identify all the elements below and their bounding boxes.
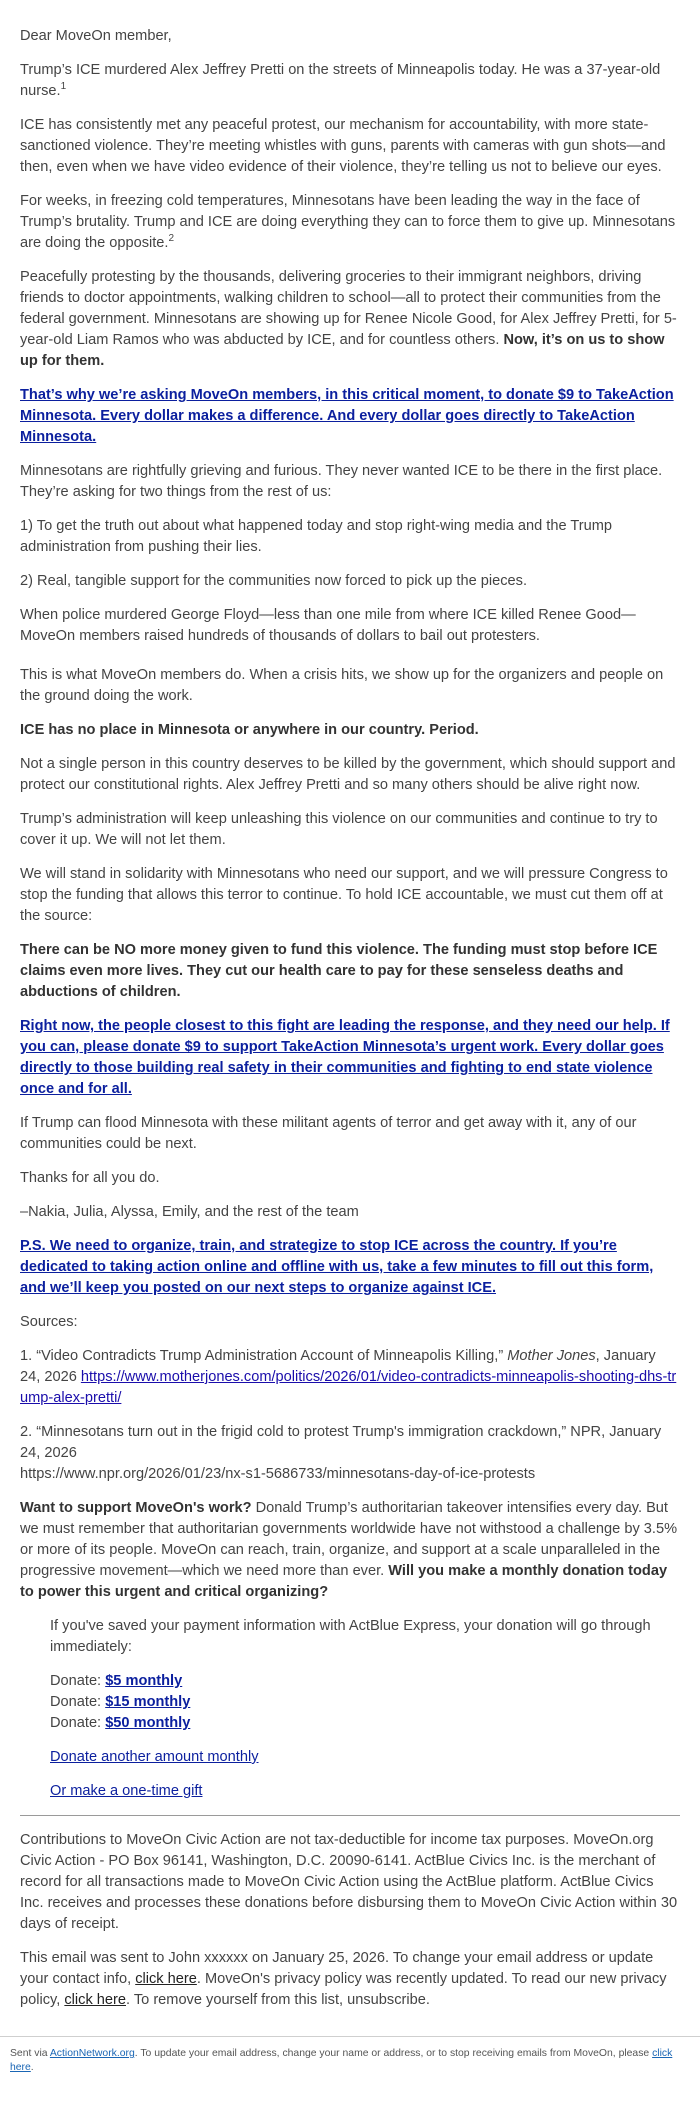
bold-callout: Now, it’s on us to show up for them. <box>20 332 665 369</box>
source-2: 2. “Minnesotans turn out in the frigid cold to protest Trump's immigration crackdown,” NPR, January 24, 2026 https://www.npr.org/2026/01/23/nx-s1-5686733/minnesotans-day-of-ice-protests <box>20 1424 662 1482</box>
donate-5-monthly[interactable]: $5 monthly <box>105 1673 183 1689</box>
paragraph-11: Not a single person in this country deserves to be killed by the government, which should support and protect our constitutional rights. Alex Jeffrey Pretti and so many others should be alive right now. <box>20 756 676 793</box>
donate-row: Donate: $50 monthly <box>50 1715 191 1731</box>
donate-other-amount-link[interactable]: Donate another amount monthly <box>50 1749 259 1765</box>
paragraph-13: We will stand in solidarity with Minnesotans who need our support, and we will pressure Congress to stop the funding that allows this terror to continue. To hold ICE accountable, we must cut them off at the source: <box>20 866 668 924</box>
paragraph-3: For weeks, in freezing cold temperatures, Minnesotans have been leading the way in the face of Trump’s brutality. Trump and ICE are doing everything they can to force them to give up. Minnesotans are doing the opposite.$^2$ <box>20 193 676 251</box>
privacy-policy-link[interactable]: click here <box>64 1992 126 2008</box>
ps-form-link[interactable]: P.S. We need to organize, train, and strategize to stop ICE across the country. If you’re dedicated to taking action online and offline with us, take a few minutes to fill out this form, and we’ll keep you posted on our next steps to organize against ICE. <box>20 1238 654 1296</box>
bold-statement: ICE has no place in Minnesota or anywhere in our country. Period. <box>20 722 479 738</box>
greeting: Dear MoveOn member, <box>20 28 172 44</box>
divider <box>20 1815 680 1816</box>
paragraph-12: Trump’s administration will keep unleashing this violence on our communities and continue to try to cover it up. We will not let them. <box>20 811 658 848</box>
express-note: If you've saved your payment information with ActBlue Express, your donation will go through immediately: <box>50 1618 651 1655</box>
footer: Sent via ActionNetwork.org. To update your email address, change your name or address, or to stop receiving emails from MoveOn, please click here. <box>0 2036 700 2075</box>
source-1-link[interactable]: https://www.motherjones.com/politics/2026/01/video-contradicts-minneapolis-shooting-dhs-trump-alex-pretti/ <box>20 1369 677 1406</box>
paragraph-4: Peacefully protesting by the thousands, delivering groceries to their immigrant neighbors, driving friends to doctor appointments, walking children to school—all to protect their communities from the federal government. Minnesotans are showing up for Renee Nicole Good, for Alex Jeffrey Pretti, for 5-year-old Liam Ramos who was abducted by ICE, and for countless others. Now, it’s on us to show up for them. <box>20 269 677 369</box>
recipient-notice: This email was sent to John xxxxxx on January 25, 2026. To change your email address or update your contact info, click here. MoveOn's privacy policy was recently updated. To read our new privacy policy, click here. To remove yourself from this list, unsubscribe. <box>20 1950 667 2008</box>
donation-options <box>50 1616 680 1802</box>
donate-50-monthly[interactable]: $50 monthly <box>105 1715 191 1731</box>
donate-link-2[interactable]: Right now, the people closest to this fight are leading the response, and they need our help. If you can, please donate $9 to support TakeAction Minnesota’s urgent work. Every dollar goes directly to those building real safety in their communities and fighting to end state violence once and for all. <box>20 1018 670 1097</box>
paragraph-2: ICE has consistently met any peaceful protest, our mechanism for accountability, with more state-sanctioned violence. They’re meeting whistles with guns, parents with cameras with gun shots—and then, even when we have video evidence of their violence, they’re telling us not to believe our eyes. <box>20 117 666 175</box>
one-time-gift-link[interactable]: Or make a one-time gift <box>50 1783 203 1799</box>
source-2-url: https://www.npr.org/2026/01/23/nx-s1-5686733/minnesotans-day-of-ice-protests <box>20 1466 536 1482</box>
update-contact-link[interactable]: click here <box>135 1971 197 1987</box>
donate-row: Donate: $15 monthly <box>50 1694 191 1710</box>
paragraph-1: Trump’s ICE murdered Alex Jeffrey Pretti on the streets of Minneapolis today. He was a 37-year-old nurse.$^1$ <box>20 62 661 99</box>
paragraph-8: When police murdered George Floyd—less than one mile from where ICE killed Renee Good—MoveOn members raised hundreds of thousands of dollars to bail out protesters. <box>20 607 636 644</box>
paragraph-7: 2) Real, tangible support for the communities now forced to pick up the pieces. <box>20 573 527 589</box>
donate-link-1[interactable]: That’s why we’re asking MoveOn members, in this critical moment, to donate $9 to TakeAction Minnesota. Every dollar makes a difference. And every dollar goes directly to TakeAction Minnesota. <box>20 387 674 445</box>
sources-label: Sources: <box>20 1314 78 1330</box>
source-1: 1. “Video Contradicts Trump Administration Account of Minneapolis Killing,” Mother Jones, January 24, 2026 https://www.motherjones.com/politics/2026/01/video-contradicts-minneapolis-shooting-dhs-trump-alex-pretti/ <box>20 1348 677 1406</box>
footnote-ref-2: 2 <box>168 233 175 245</box>
footnote-ref-1: 1 <box>60 81 67 93</box>
signoff: –Nakia, Julia, Alyssa, Emily, and the rest of the team <box>20 1204 359 1220</box>
bold-funding-statement: There can be NO more money given to fund this violence. The funding must stop before ICE claims even more lives. They cut our health care to pay for these senseless deaths and abductions of children. <box>20 942 658 1000</box>
donate-row: Donate: $5 monthly <box>50 1673 183 1689</box>
paragraph-5: Minnesotans are rightfully grieving and furious. They never wanted ICE to be there in the first place. They’re asking for two things from the rest of us: <box>20 463 663 500</box>
legal-disclaimer: Contributions to MoveOn Civic Action are not tax-deductible for income tax purposes. MoveOn.org Civic Action - PO Box 96141, Washington, D.C. 20090-6141. ActBlue Civics Inc. is the merchant of record for all transactions made to MoveOn Civic Action using the ActBlue platform. ActBlue Civics Inc. receives and processes these donations before disbursing them to MoveOn Civic Action within 30 days of receipt. <box>20 1832 678 1932</box>
paragraph-15: If Trump can flood Minnesota with these militant agents of terror and get away with it, any of our communities could be next. <box>20 1115 637 1152</box>
email-body <box>20 26 680 2024</box>
paragraph-16: Thanks for all you do. <box>20 1170 160 1186</box>
action-network-link[interactable]: ActionNetwork.org <box>49 2048 135 2059</box>
support-paragraph: Want to support MoveOn's work? Donald Trump’s authoritarian takeover intensifies every day. But we must remember that authoritarian governments worldwide have not withstood a challenge by 3.5% or more of its people. MoveOn can reach, train, organize, and support at a scale unparalleled in the progressive movement—which we need more than ever. Will you make a monthly donation today to power this urgent and critical organizing? <box>20 1500 678 1600</box>
paragraph-6: 1) To get the truth out about what happened today and stop right-wing media and the Trump administration from pushing their lies. <box>20 518 612 555</box>
donate-15-monthly[interactable]: $15 monthly <box>105 1694 191 1710</box>
footer-click-here-link[interactable]: click here <box>10 2048 673 2073</box>
paragraph-9: This is what MoveOn members do. When a crisis hits, we show up for the organizers and people on the ground doing the work. <box>20 667 664 704</box>
